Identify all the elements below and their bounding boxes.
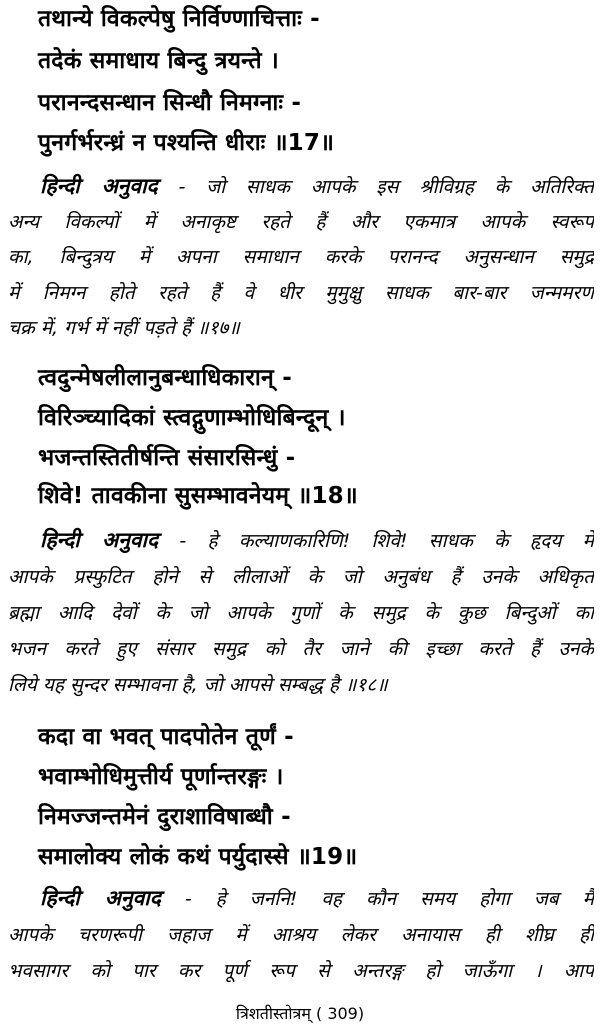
translation-label: हिन्दी अनुवाद [40, 886, 161, 910]
verse-line: शिवे! तावकीना सुसम्भावनेयम् ॥18॥ [38, 483, 358, 509]
translation-line: लिये यह सुन्दर सम्भावना है, जो आपसे सम्बद्ध है ॥१८॥ [8, 674, 388, 696]
verse-line: भवाम्भोधिमुत्तीर्य पूर्णान्तरङ्गः । [38, 764, 284, 790]
translation-line: चक्र में, गर्भ में नहीं पड़ते हैं ॥१७॥ [8, 317, 240, 339]
translation-line: भवसागर को पार कर पूर्ण रूप से अन्तरङ्ग हो जाऊँगा । आप [8, 960, 594, 982]
verse-line: तदेकं समाधाय बिन्दु त्रयन्ते । [38, 48, 279, 74]
page-footer: त्रिशतीस्तोत्रम् ( 309) [235, 1004, 365, 1023]
translation-line: भजन करते हुए संसार समुद्र को तैर जाने की इच्छा करते हैं उनके [8, 638, 594, 660]
translation-text: - हे कल्याणकारिणि! शिवे! साधक के हृदय में [179, 530, 594, 552]
verse-line: कदा वा भवत् पादपोतेन तूर्णं - [38, 724, 294, 750]
verse-line: निमज्जन्तमेनं दुराशाविषाब्धौ - [38, 804, 291, 830]
translation-line: अन्य विकल्पों में अनाकृष्ट रहते हैं और एकमात्र आपके स्वरूप [8, 211, 594, 233]
translation-line: ब्रह्मा आदि देवों के जो आपके गुणों के समुद्र के कुछ बिन्दुओं का [8, 602, 594, 624]
translation-label: हिन्दी अनुवाद [40, 174, 158, 198]
verse-line: परानन्दसन्धान सिन्धौ निमग्नाः - [38, 90, 302, 116]
translation-text: - जो साधक आपके इस श्रीविग्रह के अतिरिक्त [178, 176, 594, 198]
translation-line: आपके प्रस्फुटित होने से लीलाओं के जो अनुबंध हैं उनके अधिकृत [8, 566, 594, 588]
verse-line: तथान्ये विकल्पेषु निर्विण्णाचित्ताः - [38, 6, 320, 32]
translation-label: हिन्दी अनुवाद [40, 528, 159, 552]
translation-line: में निमग्न होते रहते हैं वे धीर मुमुक्षु साधक बार-बार जन्ममरण [8, 282, 594, 304]
translation-line: आपके चरणरूपी जहाज में आश्रय लेकर अनायास ही शीघ्र ही [8, 924, 594, 946]
verse-line: विरिञ्च्यादिकां स्त्वद्गुणाम्भोधिबिन्दून् । [38, 405, 346, 431]
translation-line [8, 526, 594, 555]
translation-text: - हे जननि! वह कौन समय होगा जब मैं [184, 888, 594, 910]
translation-line [8, 884, 594, 913]
verse-line: समालोक्य लोकं कथं पर्युदास्से ॥19॥ [38, 844, 358, 870]
verse-line: त्वदुन्मेषलीलानुबन्धाधिकारान् - [38, 365, 292, 391]
translation-line: का, बिन्दुत्रय में अपना समाधान करके परानन्द अनुसन्धान समुद्र [8, 246, 594, 268]
verse-line: भजन्तस्तितीर्षन्ति संसारसिन्धुं - [38, 445, 296, 471]
verse-line: पुनर्गर्भरन्ध्रं न पश्यन्ति धीराः ॥17॥ [38, 130, 335, 156]
translation-line [8, 172, 594, 201]
